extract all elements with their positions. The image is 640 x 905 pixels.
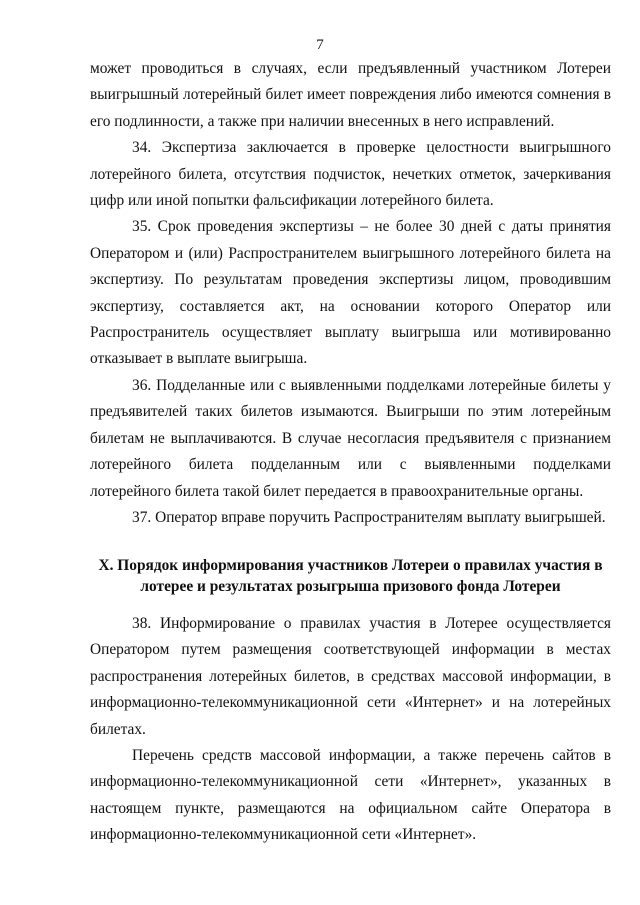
paragraph-38-list: Перечень средств массовой информации, а также перечень сайтов в информационно-телекоммуникационной сети «Интернет», указанных в настоящем пункте, размещаются на официальном сайте Оператора в информационно-телекоммуникационной сети «Интернет».: [90, 747, 611, 844]
paragraph-37: 37. Оператор вправе поручить Распространителям выплату выигрышей.: [132, 508, 606, 526]
body-text-top: [90, 56, 611, 531]
paragraph-continued: может проводиться в случаях, если предъявленный участником Лотереи выигрышный лотерейный билет имеет повреждения либо имеются сомнения в его подлинности, а также при наличии внесенных в него исправлений.: [90, 60, 611, 130]
section-heading: X. Порядок информирования участников Лотереи о правилах участия в лотерее и результатах розыгрыша призового фонда Лотереи: [98, 557, 603, 595]
page-number: 7: [316, 37, 324, 53]
paragraph-38: 38. Информирование о правилах участия в Лотерее осуществляется Оператором путем размещения соответствующей информации в местах распространения лотерейных билетов, в средствах массовой информации, в информационно-телекоммуникационной сети «Интернет» и на лотерейных билетах.: [90, 615, 611, 738]
paragraph-34: 34. Экспертиза заключается в проверке целостности выигрышного лотерейного билета, отсутствия подчисток, нечетких отметок, зачеркивания цифр или иной попытки фальсификации лотерейного билета.: [90, 139, 611, 210]
paragraph-35: 35. Срок проведения экспертизы – не более 30 дней с даты принятия Оператором и (или) Распространителем выигрышного лотерейного билета на экспертизу. По результатам проведения экспертизы лицом, проводившим экспертизу, составляется акт, на основании которого Оператор или Распространитель осуществляет выплату выигрыша или мотивированно отказывает в выплате выигрыша.: [90, 218, 611, 368]
paragraph-36: 36. Подделанные или с выявленными подделками лотерейные билеты у предъявителей таких билетов изымаются. Выигрыши по этим лотерейным билетам не выплачиваются. В случае несогласия предъявителя с признанием лотерейного билета подделанным или с выявленными подделками лотерейного билета такой билет передается в правоохранительные органы.: [90, 376, 611, 500]
body-text-bottom: [90, 611, 611, 849]
